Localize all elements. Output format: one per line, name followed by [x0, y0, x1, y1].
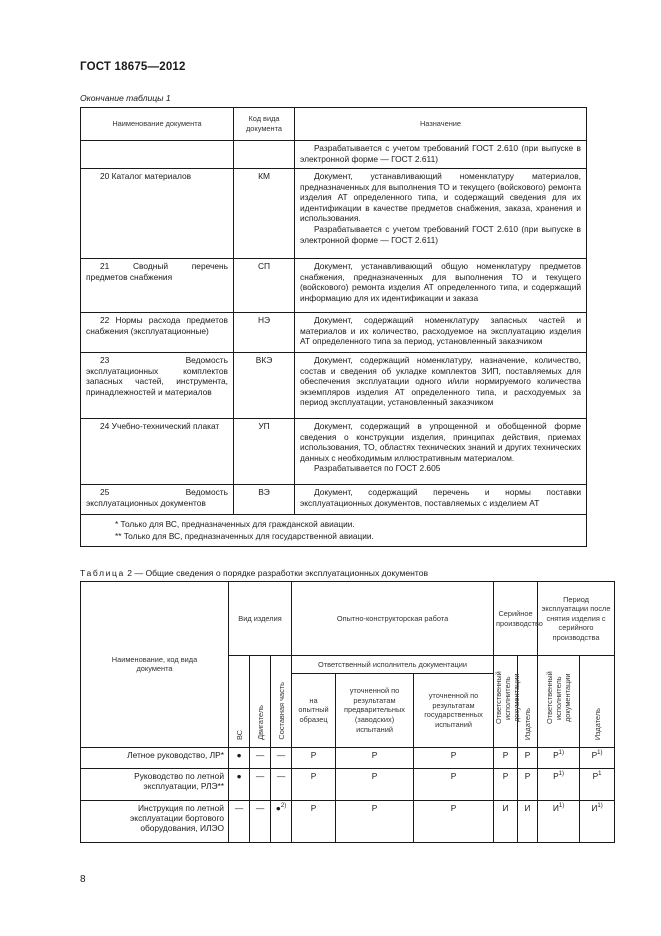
state-cell: Р — [414, 800, 494, 842]
period-responsible-cell: $И^{1)}$ — [538, 800, 580, 842]
header-serial: Серийное производство — [494, 582, 538, 656]
table-2 — [80, 581, 615, 843]
table1-notes-row — [81, 515, 587, 547]
serial-responsible-cell: Р — [494, 768, 518, 800]
vs-cell: — — [229, 800, 250, 842]
table-row — [81, 141, 587, 169]
table1-notes — [81, 515, 587, 547]
header-period: Период эксплуатации после снятия изделия с серийного производства — [538, 582, 615, 656]
header-vs: ВС — [229, 656, 250, 748]
header-code: Код вида документа — [234, 108, 295, 141]
header-prototype: на опытный образец — [292, 673, 336, 747]
header-period-publisher: Издатель — [580, 656, 615, 748]
period-publisher-cell: $Р^1$ — [580, 768, 615, 800]
state-cell: Р — [414, 768, 494, 800]
table-row — [81, 485, 587, 515]
prototype-cell: Р — [292, 747, 336, 768]
prelim-cell: Р — [336, 768, 414, 800]
document-title: ГОСТ 18675—2012 — [80, 61, 186, 73]
doc-name-cell: Летное руководство, ЛР* — [81, 747, 229, 768]
doc-code-cell: УП — [234, 419, 295, 485]
table-row — [81, 419, 587, 485]
serial-publisher-cell: Р — [518, 768, 538, 800]
header-serial-responsible: Ответственный исполнитель документации — [494, 656, 518, 748]
doc-name-cell: 22 Нормы расхода предметов снабжения (эксплуатационные) — [81, 313, 234, 353]
table1-caption: Окончание таблицы 1 — [80, 93, 171, 103]
engine-cell: — — [250, 768, 271, 800]
doc-name-cell: 21 Сводный перечень предметов снабжения — [81, 259, 234, 313]
doc-name-cell: 20 Каталог материалов — [81, 169, 234, 259]
header-product-kind: Вид изделия — [229, 582, 292, 656]
doc-purpose-cell: Документ, содержащий номенклатуру запасных частей и материалов и их количество, расходуемое на эксплуатацию изделия АТ определенного типа за период, установленный заказчиком — [295, 313, 587, 353]
doc-code-cell: СП — [234, 259, 295, 313]
doc-purpose-cell: Документ, содержащий в упрощенной и обобщенной форме сведения о конструкции изделия, принципах действия, приемах использования, ТО, областях технических знаний и других технических данных с необходимым иллюстративным материалом. Разрабатывается по ГОСТ 2.605 — [295, 419, 587, 485]
note-state: ** Только для ВС, предназначенных для государственной авиации. — [115, 531, 374, 541]
prelim-cell: Р — [336, 747, 414, 768]
prototype-cell: Р — [292, 800, 336, 842]
serial-responsible-cell: И — [494, 800, 518, 842]
note-civil: * Только для ВС, предназначенных для гражданской авиации. — [115, 519, 355, 529]
table-row — [81, 768, 615, 800]
table-row — [81, 313, 587, 353]
header-name-code: Наименование, код вида документа — [81, 582, 229, 748]
header-serial-publisher: Издатель — [518, 656, 538, 748]
table1-header-row — [81, 108, 587, 141]
doc-code-cell: КМ — [234, 169, 295, 259]
header-state-tests: уточненной по результатам государственных испытаний — [414, 673, 494, 747]
table-row — [81, 747, 615, 768]
doc-purpose-cell: Разрабатывается с учетом требований ГОСТ 2.610 (при выпуске в электронной форме — ГОСТ 2.611) — [295, 141, 587, 169]
component-cell: — — [271, 768, 292, 800]
serial-responsible-cell: Р — [494, 747, 518, 768]
doc-name-cell: 25 Ведомость эксплуатационных документов — [81, 485, 234, 515]
period-responsible-cell: $Р^{1)}$ — [538, 768, 580, 800]
table-row — [81, 800, 615, 842]
header-okr: Опытно-конструкторская работа — [292, 582, 494, 656]
header-purpose: Назначение — [295, 108, 587, 141]
doc-purpose-cell: Документ, устанавливающий общую номенклатуру предметов снабжения, предназначенных для выполнения ТО и текущего (войскового) ремонта изделия АТ определенного типа, и содержащий информацию для их идентификации и заказа — [295, 259, 587, 313]
prelim-cell: Р — [336, 800, 414, 842]
table-1 — [80, 107, 587, 547]
component-cell: — — [271, 747, 292, 768]
table-row — [81, 169, 587, 259]
header-period-responsible: Ответственный исполнитель документации — [538, 656, 580, 748]
doc-name-cell — [81, 141, 234, 169]
header-component: Составная часть — [271, 656, 292, 748]
prototype-cell: Р — [292, 768, 336, 800]
table2-caption: Таблица 2 — Общие сведения о порядке разработки эксплуатационных документов — [80, 568, 429, 578]
header-responsible: Ответственный исполнитель документации — [292, 656, 494, 674]
period-responsible-cell: $Р^{1)}$ — [538, 747, 580, 768]
component-cell: ●$^{2)}$ — [271, 800, 292, 842]
vs-cell: ● — [229, 747, 250, 768]
period-publisher-cell: $И^{1)}$ — [580, 800, 615, 842]
doc-code-cell — [234, 141, 295, 169]
header-prelim-tests: уточненной по результатам предварительных (заводских) испытаний — [336, 673, 414, 747]
doc-code-cell: ВКЭ — [234, 353, 295, 419]
serial-publisher-cell: Р — [518, 747, 538, 768]
doc-name-cell: Руководство по летной эксплуатации, РЛЭ** — [81, 768, 229, 800]
vs-cell: ● — [229, 768, 250, 800]
header-engine: Двигатель — [250, 656, 271, 748]
page-number: 8 — [80, 874, 86, 885]
serial-publisher-cell: И — [518, 800, 538, 842]
period-publisher-cell: $Р^{1)}$ — [580, 747, 615, 768]
doc-purpose-cell: Документ, устанавливающий номенклатуру материалов, предназначенных для выполнения ТО и текущего (войскового) ремонта изделия АТ определенного типа, и содержащий сведения для их идентификации в качестве предметов снабжения, заказа, хранения и использования. Разрабатывается с учетом требований ГОСТ 2.610 (при выпуске в электронной форме — ГОСТ 2.611) — [295, 169, 587, 259]
doc-name-cell: 24 Учебно-технический плакат — [81, 419, 234, 485]
doc-purpose-cell: Документ, содержащий номенклатуру, назначение, количество, состав и сведения об укладке комплектов ЗИП, поставляемых для обеспечения эксплуатации одного и/или нормируемого количества экземпляров изделия АТ определенного типа, и расходуемых за период эксплуатации, установленный заказчиком — [295, 353, 587, 419]
doc-name-cell: 23 Ведомость эксплуатационных комплектов запасных частей, инструмента, принадлежностей и материалов — [81, 353, 234, 419]
header-name: Наименование документа — [81, 108, 234, 141]
doc-code-cell: НЭ — [234, 313, 295, 353]
state-cell: Р — [414, 747, 494, 768]
engine-cell: — — [250, 747, 271, 768]
table-row — [81, 353, 587, 419]
doc-purpose-cell: Документ, содержащий перечень и нормы поставки эксплуатационных документов, поставляемых с изделием АТ — [295, 485, 587, 515]
doc-code-cell: ВЭ — [234, 485, 295, 515]
doc-name-cell: Инструкция по летной эксплуатации бортового оборудования, ИЛЭО — [81, 800, 229, 842]
table-row — [81, 259, 587, 313]
engine-cell: — — [250, 800, 271, 842]
